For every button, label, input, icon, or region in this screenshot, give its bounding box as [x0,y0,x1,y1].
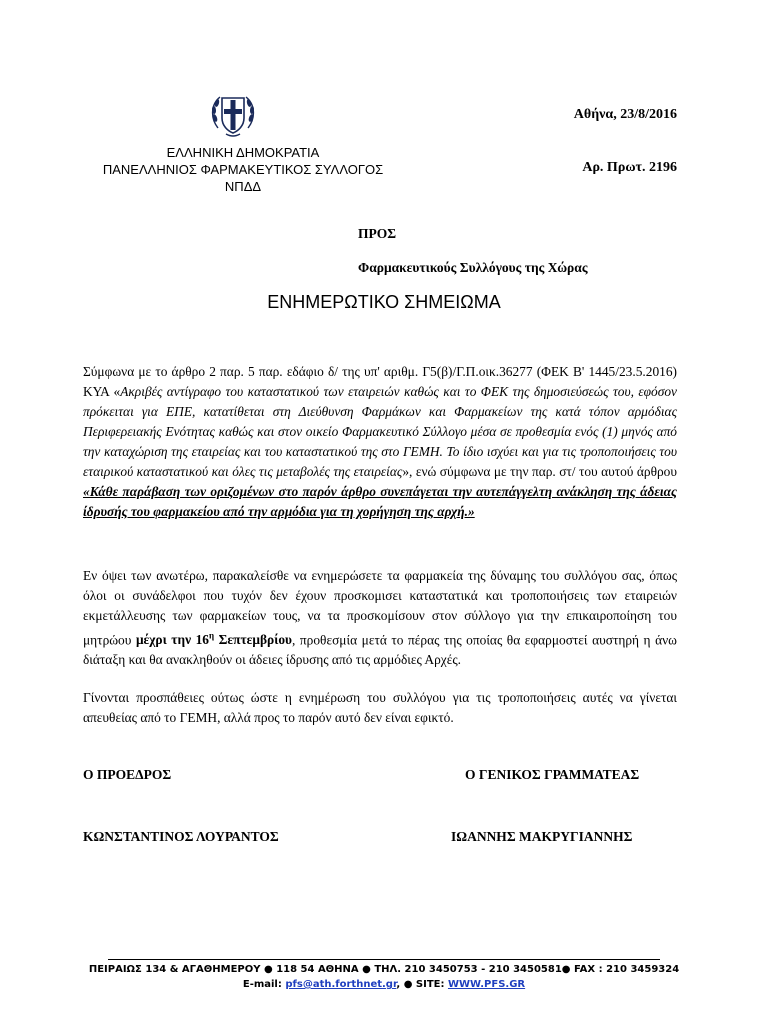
email-label: E-mail: [242,979,286,990]
footer-contact [0,979,768,990]
general-secretary-name: ΙΩΑΝΝΗΣ ΜΑΚΡΥΓΙΑΝΝΗΣ [451,829,633,844]
site-label: , ● SITE: [396,979,448,990]
p2-rest: , προθεσμία μετά το πέρας της οποίας θα εφαρμοστεί αυστηρή η άνω διάταξη και θα ανακληθούν οι άδειες ίδρυσης από τις αρμόδιες Αρχές. [83,632,677,668]
p1-quote: Ακριβές αντίγραφο του καταστατικού των εταιρειών καθώς και το ΦΕΚ της δημοσιεύσεώς του, εφόσον πρόκειται για ΕΠΕ, κατατίθεται στη Διεύθυνση Φαρμάκων και Φαρμακείων της κατά τόπον αρμόδιας Περιφερειακής Ενότητας καθώς και στον οικείο Φαρμακευτικό Σύλλογο μέσα σε προθεσμία ενός (1) μηνός από την καταχώριση της εταιρείας και του καταστατικού της στο ΓΕΜΗ. Το ίδιο ισχύει και για τις τροποποιήσεις του εταιρικού καταστατικού και όλες τις μεταβολές της εταιρείας [83,384,677,479]
recipient: Φαρμακευτικούς Συλλόγους της Χώρας [358,260,588,275]
footer-address: ΠΕΙΡΑΙΩΣ 134 & ΑΓΑΘΗΜΕΡΟΥ ● 118 54 ΑΘΗΝΑ ● ΤΗΛ. 210 3450753 - 210 3450581● FAX : 210 3459324 [88,964,680,975]
to-label: ΠΡΟΣ [358,226,397,241]
organization-name: ΠΑΝΕΛΛΗΝΙΟΣ ΦΑΡΜΑΚΕΥΤΙΚΟΣ ΣΥΛΛΟΓΟΣ [102,162,384,177]
country-name: ΕΛΛΗΝΙΚΗ ΔΗΜΟΚΡΑΤΙΑ [166,145,320,160]
paragraph-1 [83,362,677,522]
p2-intro: Εν όψει των ανωτέρω, παρακαλείσθε να ενημερώσετε τα φαρμακεία της δύναμης του συλλόγου σας, όπως όλοι οι συνάδελφοι που τυχόν δεν έχουν προσκομισει καταστατικά και τροποποιήσεις των εταιρειών εκμετάλλευσης των φαρμακείων τους, να τα προσκομίσουν στον σύλλογο για την επικαιροποίηση του μητρώου [83,568,677,648]
paragraph-2 [83,566,677,670]
general-secretary-title: Ο ΓΕΝΙΚΟΣ ΓΡΑΜΜΑΤΕΑΣ [465,767,640,782]
email-link[interactable]: pfs@ath.forthnet.gr [285,979,397,990]
footer-divider [108,959,660,960]
letterhead [83,144,403,195]
document-date: Αθήνα, 23/8/2016 [573,107,677,122]
president-name: ΚΩΝΣΤΑΝΤΙΝΟΣ ΛΟΥΡΑΝΤΟΣ [83,829,279,844]
p1-penalty-quote: «Κάθε παράβαση των οριζομένων στο παρόν άρθρο συνεπάγεται την αυτεπάγγελτη ανάκληση της άδειας ίδρυσής του φαρμακείου από την αρμόδια για τη χορήγηση της αρχή.» [83,484,677,519]
protocol-number: Αρ. Πρωτ. 2196 [582,160,677,175]
p1-continuation: », ενώ σύμφωνα με την παρ. στ/ του αυτού άρθρου [402,464,677,479]
p2-deadline: μέχρι την $16^\eta$ Σεπτεμβρίου [135,631,292,648]
paragraph-3: Γίνονται προσπάθειες ούτως ώστε η ενημέρωση του συλλόγου για τις τροποποιήσεις αυτές να γίνεται απευθείας από το ΓΕΜΗ, αλλά προς το παρόν αυτό δεν είναι εφικτό. [83,690,677,725]
website-link[interactable]: WWW.PFS.GR [447,979,526,990]
president-title: Ο ΠΡΟΕΔΡΟΣ [83,767,172,782]
document-title: ΕΝΗΜΕΡΩΤΙΚΟ ΣΗΜΕΙΩΜΑ [267,292,501,312]
organization-type: ΝΠΔΔ [224,179,262,194]
p1-intro: Σύμφωνα με το άρθρο 2 παρ. 5 παρ. εδάφιο δ/ της υπ' αριθμ. Γ5(β)/Γ.Π.οικ.36277 (ΦΕΚ Β' 1445/23.5.2016) ΚΥΑ « [83,364,677,399]
greek-coat-of-arms-icon [206,88,260,142]
